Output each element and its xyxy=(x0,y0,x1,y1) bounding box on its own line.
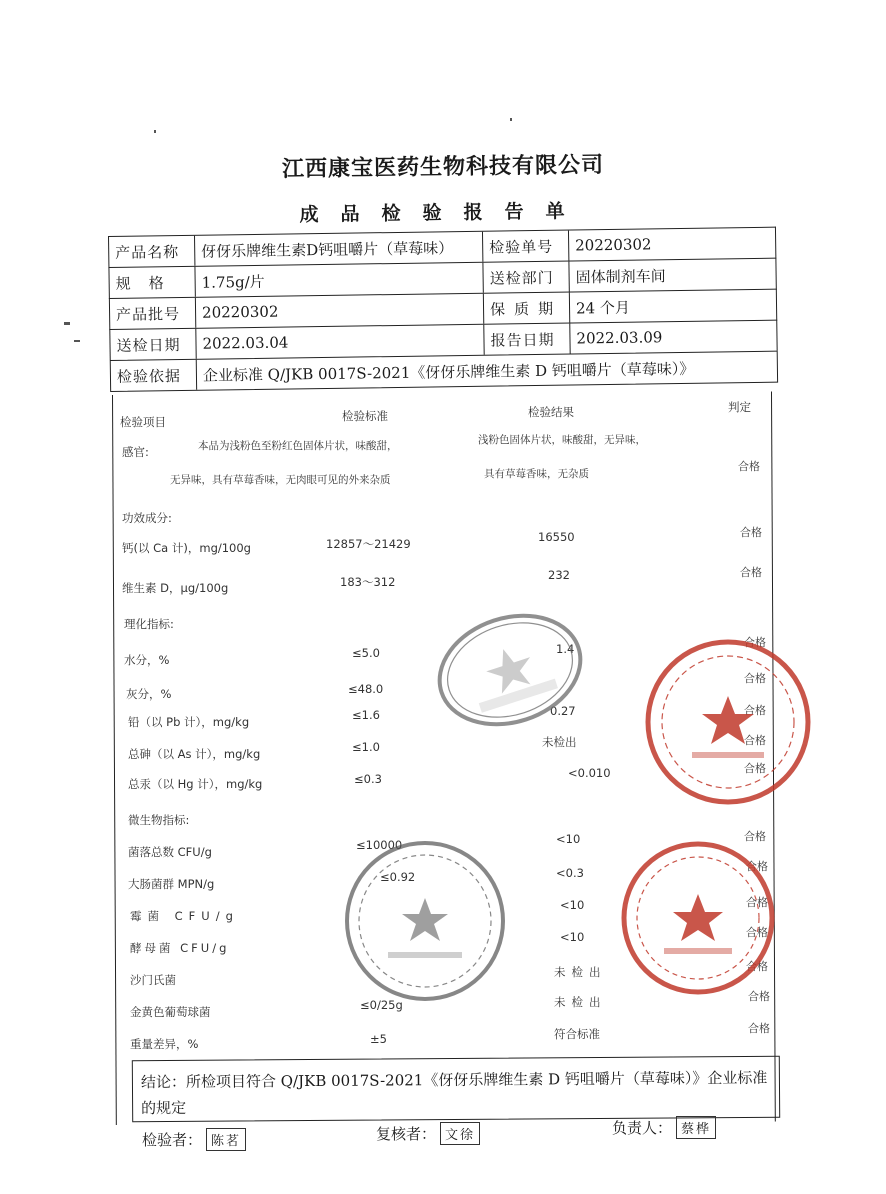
efficacy-result: 232 xyxy=(548,568,570,582)
trade-qc-seal-2-red xyxy=(618,838,778,998)
physchem-item: 灰分，% xyxy=(126,687,172,701)
micro-item: 沙门氏菌 xyxy=(130,973,176,987)
micro-item: 霉菌 CFU/g xyxy=(130,909,239,923)
physchem-standard: ≤1.6 xyxy=(352,708,380,722)
inspector-signature xyxy=(142,1128,246,1151)
micro-item: 金黄色葡萄球菌 xyxy=(130,1005,211,1019)
physchem-verdict: 合格 xyxy=(744,636,766,649)
physchem-standard: ≤48.0 xyxy=(348,682,384,696)
scan-speck xyxy=(64,322,70,325)
micro-verdict: 合格 xyxy=(746,860,768,873)
physchem-verdict: 合格 xyxy=(744,704,766,717)
conclusion-text: 结论：所检项目符合 Q/JKB 0017S-2021《伢伢乐牌维生素 D 钙咀嚼片（草莓味）》企业标准的规定 xyxy=(140,1068,768,1118)
sensory-result-line1: 浅粉色固体片状，味酸甜，无异味， xyxy=(478,434,646,446)
micro-item: 菌落总数 CFU/g xyxy=(128,845,212,859)
reviewer-name: 文徐 xyxy=(440,1122,480,1145)
reviewer-signature xyxy=(376,1122,480,1145)
micro-verdict: 合格 xyxy=(746,926,768,939)
report-date-label: 报告日期 xyxy=(484,324,570,355)
physchem-label: 理化指标: xyxy=(124,617,174,631)
col-standard: 检验标准 xyxy=(342,409,388,423)
efficacy-result: 16550 xyxy=(538,530,575,544)
efficacy-label: 功效成分: xyxy=(122,511,172,525)
micro-verdict: 合格 xyxy=(746,896,768,909)
shelf-life-value: 24 个月 xyxy=(575,298,631,317)
basis-label: 检验依据 xyxy=(111,360,197,391)
physchem-item: 总砷（以 As 计），mg/kg xyxy=(128,747,261,761)
physchem-standard: ≤5.0 xyxy=(352,646,380,660)
conclusion-box xyxy=(132,1056,780,1123)
basis-value: 企业标准 Q/JKB 0017S-2021《伢伢乐牌维生素 D 钙咀嚼片（草莓味）》 xyxy=(202,359,695,385)
manager-name: 蔡桦 xyxy=(676,1116,716,1139)
micro-standard: ≤0.92 xyxy=(380,870,416,884)
physchem-item: 水分，% xyxy=(124,653,170,667)
dept-label: 送检部门 xyxy=(483,262,569,293)
efficacy-standard: 12857～21429 xyxy=(326,537,411,551)
col-item: 检验项目 xyxy=(120,415,166,429)
efficacy-item: 维生素 D，μg/100g xyxy=(122,581,229,595)
efficacy-verdict: 合格 xyxy=(740,566,762,579)
physchem-result: 1.4 xyxy=(556,642,575,656)
batch-label: 产品批号 xyxy=(110,298,196,329)
product-name-label: 产品名称 xyxy=(109,236,195,267)
sensory-label: 感官: xyxy=(122,445,149,459)
physchem-item: 铅（以 Pb 计），mg/kg xyxy=(128,715,250,729)
company-qc-seal xyxy=(430,600,590,740)
document-title: 成品检验报告单 xyxy=(299,199,587,227)
physchem-result: <0.010 xyxy=(568,766,611,780)
efficacy-standard: 183～312 xyxy=(340,575,396,589)
inspector-label: 检验者： xyxy=(142,1131,203,1149)
inspection-no-label: 检验单号 xyxy=(483,231,569,262)
reviewer-label: 复核者： xyxy=(376,1125,437,1143)
manager-signature xyxy=(612,1116,716,1139)
inspector-name: 陈茗 xyxy=(206,1128,246,1151)
micro-item: 酵母菌 CFU/g xyxy=(130,941,230,955)
micro-standard: ≤10000 xyxy=(356,838,403,852)
micro-result: <0.3 xyxy=(556,866,584,880)
batch-value: 20220302 xyxy=(196,294,484,328)
shelf-life-label: 保质期 xyxy=(484,293,570,324)
weight-item: 重量差异，% xyxy=(130,1037,199,1051)
col-result: 检验结果 xyxy=(528,405,574,419)
micro-result: <10 xyxy=(556,832,581,846)
physchem-verdict: 合格 xyxy=(744,672,766,685)
physchem-verdict: 合格 xyxy=(744,762,766,775)
dept-value: 固体制剂车间 xyxy=(575,266,666,286)
sensory-standard-line2: 无异味，具有草莓香味，无肉眼可见的外来杂质 xyxy=(170,474,391,486)
micro-verdict: 合格 xyxy=(744,830,766,843)
micro-label: 微生物指标: xyxy=(128,813,190,827)
header-table xyxy=(108,227,778,392)
sensory-result-line2: 具有草莓香味，无杂质 xyxy=(484,468,589,480)
sensory-verdict: 合格 xyxy=(738,460,760,473)
report-date-value: 2022.03.09 xyxy=(576,328,663,348)
physchem-standard: ≤0.3 xyxy=(354,772,382,786)
sensory-standard-line1: 本品为浅粉色至粉红色固体片状，味酸甜， xyxy=(198,440,398,452)
col-verdict: 判定 xyxy=(728,400,751,414)
micro-result: 未检出 xyxy=(554,995,607,1009)
scan-speck xyxy=(74,340,80,342)
manager-label: 负责人： xyxy=(612,1119,673,1137)
trade-qc-seal-2-gray xyxy=(340,836,510,1006)
micro-result: 未检出 xyxy=(554,965,607,979)
physchem-item: 总汞（以 Hg 计），mg/kg xyxy=(128,777,263,791)
micro-result: <10 xyxy=(560,930,585,944)
weight-verdict: 合格 xyxy=(748,1022,770,1035)
efficacy-item: 钙(以 Ca 计)，mg/100g xyxy=(122,541,251,555)
micro-result: <10 xyxy=(560,898,585,912)
physchem-result: 未检出 xyxy=(542,735,577,749)
weight-result: 符合标准 xyxy=(554,1027,600,1041)
physchem-result: 0.27 xyxy=(550,704,576,718)
micro-item: 大肠菌群 MPN/g xyxy=(128,877,215,891)
weight-standard: ±5 xyxy=(370,1032,387,1046)
product-name-value: 伢伢乐牌维生素D钙咀嚼片（草莓味） xyxy=(195,232,483,266)
submit-date-label: 送检日期 xyxy=(110,329,196,360)
physchem-verdict: 合格 xyxy=(744,734,766,747)
trade-qc-seal-1 xyxy=(640,634,816,810)
scan-speck xyxy=(154,130,156,133)
scan-speck xyxy=(510,118,512,121)
micro-verdict: 合格 xyxy=(746,960,768,973)
efficacy-verdict: 合格 xyxy=(740,526,762,539)
spec-value: 1.75g/片 xyxy=(195,263,483,297)
submit-date-value: 2022.03.04 xyxy=(196,325,484,359)
physchem-standard: ≤1.0 xyxy=(352,740,380,754)
spec-label: 规格 xyxy=(109,267,195,298)
company-name: 江西康宝医药生物科技有限公司 xyxy=(281,152,605,183)
micro-verdict: 合格 xyxy=(748,990,770,1003)
micro-standard: ≤0/25g xyxy=(360,998,403,1012)
inspection-no-value: 20220302 xyxy=(575,235,652,255)
